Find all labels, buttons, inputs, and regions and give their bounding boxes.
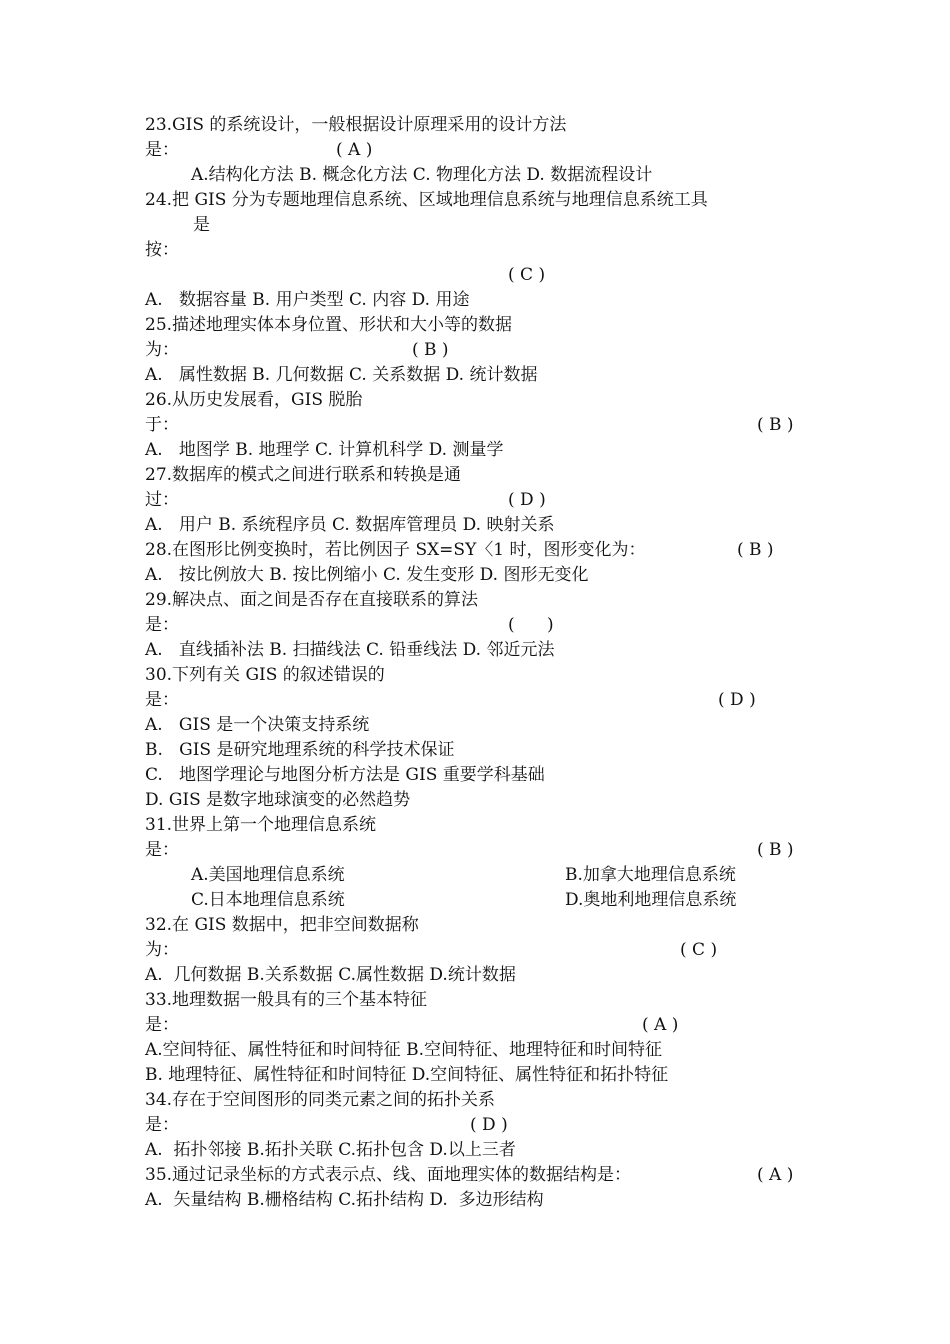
q34-options: A. 拓扑邻接 B.拓扑关联 C.拓扑包含 D.以上三者 [145,1140,516,1160]
q25-options: A. 属性数据 B. 几何数据 C. 关系数据 D. 统计数据 [145,365,538,385]
q31-stem: 31.世界上第一个地理信息系统 [145,815,377,835]
q28-options: A. 按比例放大 B. 按比例缩小 C. 发生变形 D. 图形无变化 [145,565,589,585]
q28-stem: 28.在图形比例变换时，若比例因子 SX=SY〈1 时，图形变化为： [145,540,646,560]
q25-answer: ( B ) [412,340,449,360]
q23-continuation: 是： [145,140,179,160]
q29-answer: ( ) [508,615,554,635]
q30-option-b: B. GIS 是研究地理系统的科学技术保证 [145,740,455,760]
q26-options: A. 地图学 B. 地理学 C. 计算机科学 D. 测量学 [145,440,504,460]
q33-continuation: 是： [145,1015,179,1035]
q24-answer: ( C ) [508,265,546,285]
q26-answer: ( B ) [757,415,794,435]
q31-answer: ( B ) [757,840,794,860]
q32-options: A. 几何数据 B.关系数据 C.属性数据 D.统计数据 [145,965,516,985]
q31-continuation: 是： [145,840,179,860]
q23-stem: 23.GIS 的系统设计，一般根据设计原理采用的设计方法 [145,115,567,135]
q24-options: A. 数据容量 B. 用户类型 C. 内容 D. 用途 [145,290,470,310]
q33-options-line-1: A.空间特征、属性特征和时间特征 B.空间特征、地理特征和时间特征 [145,1040,662,1060]
q32-stem: 32.在 GIS 数据中，把非空间数据称 [145,915,419,935]
q24-stem: 24.把 GIS 分为专题地理信息系统、区域地理信息系统与地理信息系统工具 [145,190,708,210]
q30-stem: 30.下列有关 GIS 的叙述错误的 [145,665,385,685]
q30-answer: ( D ) [718,690,756,710]
q27-answer: ( D ) [508,490,546,510]
q30-option-d: D. GIS 是数字地球演变的必然趋势 [145,790,411,810]
q24-continuation-1: 是 [193,215,210,235]
q27-continuation: 过： [145,490,179,510]
q26-continuation: 于： [145,415,179,435]
q28-answer: ( B ) [737,540,774,560]
q33-stem: 33.地理数据一般具有的三个基本特征 [145,990,428,1010]
q29-options: A. 直线插补法 B. 扫描线法 C. 铅垂线法 D. 邻近元法 [145,640,555,660]
q27-options: A. 用户 B. 系统程序员 C. 数据库管理员 D. 映射关系 [145,515,555,535]
q30-option-a: A. GIS 是一个决策支持系统 [145,715,370,735]
q29-continuation: 是： [145,615,179,635]
q35-options: A. 矢量结构 B.栅格结构 C.拓扑结构 D. 多边形结构 [145,1190,544,1210]
q32-continuation: 为： [145,940,179,960]
q30-option-c: C. 地图学理论与地图分析方法是 GIS 重要学科基础 [145,765,545,785]
q23-answer: ( A ) [336,140,373,160]
q31-option-d: D.奥地利地理信息系统 [565,890,737,910]
q29-stem: 29.解决点、面之间是否存在直接联系的算法 [145,590,479,610]
q34-answer: ( D ) [470,1115,508,1135]
q25-continuation: 为： [145,340,179,360]
q27-stem: 27.数据库的模式之间进行联系和转换是通 [145,465,462,485]
q30-continuation: 是： [145,690,179,710]
q34-stem: 34.存在于空间图形的同类元素之间的拓扑关系 [145,1090,496,1110]
q32-answer: ( C ) [680,940,718,960]
q31-option-c: C.日本地理信息系统 [191,890,345,910]
q24-continuation-2: 按： [145,240,179,260]
q26-stem: 26.从历史发展看，GIS 脱胎 [145,390,363,410]
q31-option-b: B.加拿大地理信息系统 [565,865,736,885]
q31-option-a: A.美国地理信息系统 [191,865,345,885]
q23-options: A.结构化方法 B. 概念化方法 C. 物理化方法 D. 数据流程设计 [191,165,653,185]
q35-stem: 35.通过记录坐标的方式表示点、线、面地理实体的数据结构是： [145,1165,632,1185]
q34-continuation: 是： [145,1115,179,1135]
q25-stem: 25.描述地理实体本身位置、形状和大小等的数据 [145,315,513,335]
q33-answer: ( A ) [642,1015,679,1035]
q35-answer: ( A ) [757,1165,794,1185]
q33-options-line-2: B. 地理特征、属性特征和时间特征 D.空间特征、属性特征和拓扑特征 [145,1065,669,1085]
